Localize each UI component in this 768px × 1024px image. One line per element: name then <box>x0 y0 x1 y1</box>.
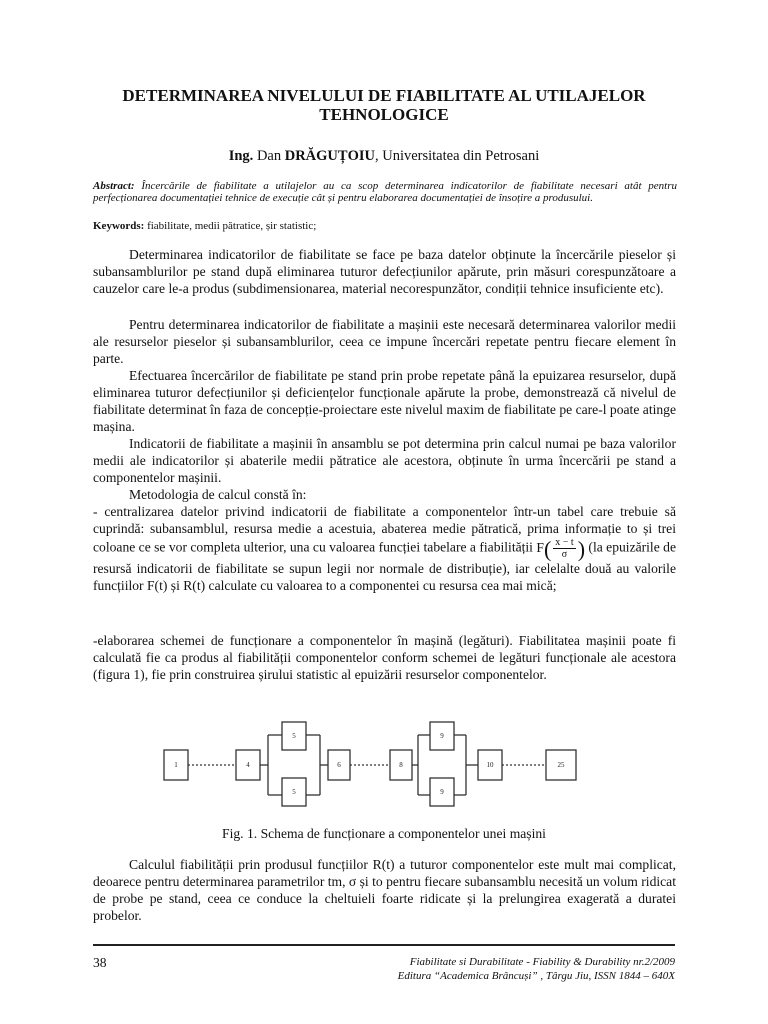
formula-numerator: x − t <box>555 537 574 548</box>
block-label: 8 <box>399 761 403 769</box>
paper-title: DETERMINAREA NIVELULUI DE FIABILITATE AL UTILAJELOR TEHNOLOGICE <box>122 86 646 124</box>
paragraph-6-part-b: (la epuizările de resursă indicatorii de fiabilitate se supun legii nor normale de distribuție), iar celelalte două au valorile funcțiilor F(t) și R(t) calculate cu valoarea to a componentei cu resursa cea mai mică; <box>93 539 676 593</box>
block-label: 5 <box>292 732 296 740</box>
paragraph-5: Metodologia de calcul constă în: <box>129 487 307 502</box>
formula-denominator: σ <box>561 549 568 560</box>
block-label: 4 <box>246 761 250 769</box>
figure-caption: Fig. 1. Schema de funcționare a componentelor unei mașini <box>222 826 546 841</box>
page-number: 38 <box>93 955 107 970</box>
formula <box>536 536 588 561</box>
author-prefix: Ing. <box>228 148 254 164</box>
formula-close-paren: ) <box>577 536 586 561</box>
block-label: 1 <box>174 761 178 769</box>
abstract <box>93 180 677 204</box>
paragraph-4: Indicatorii de fiabilitate a mașinii în ansamblu se pot determina prin calcul numai pe baza valorilor medii ale indicatorilor și abaterile medii pătratice ale acestora, obținute în urma încercării pe stand a componentelor mașinii. <box>93 436 676 485</box>
formula-function: F <box>536 539 544 555</box>
paragraph-6 <box>93 503 676 594</box>
author-line <box>80 148 688 165</box>
paragraph-3: Efectuarea încercărilor de fiabilitate pe stand prin probe repetate până la epuizarea resurselor, după eliminarea tuturor defecțiunilor și deficiențelor funcționale apărute la probe, demonstrează că nivelul de fiabilitate determinat în faza de concepție-proiectare este nivelul maxim de fiabilitate pe care-l poate atinge mașina. <box>93 368 676 434</box>
formula-open-paren: ( <box>543 536 552 561</box>
paragraph-1: Determinarea indicatorilor de fiabilitate se face pe baza datelor obținute la încercările pieselor și subansamblurilor pe stand după eliminarea tuturor defecțiunilor apărute, prin măsuri corespunzătoare a cauzelor care le-a produs (subdimensionarea, material necorespunzător, condiții tehnice insuficiente etc). <box>93 247 676 296</box>
paragraph-7: -elaborarea schemei de funcționare a componentelor în mașină (legături). Fiabilitatea mașinii poate fi calculată fie ca produs al fiabilității componentelor conform schemei de legături funcționale ale acestora (figura 1), fie prin construirea șirului statistic al epuizării resurselor componentelor. <box>93 633 676 682</box>
block-label: 25 <box>557 761 565 769</box>
block-label: 10 <box>486 761 494 769</box>
paragraph-6-part-a: - centralizarea datelor privind indicatorii de fiabilitate a componentelor într-un tabel care trebuie să cuprindă: subansamblul, resursa medie a acestuia, abaterea medie pătratică, prima informație to și trei coloane ce se vor completa ulterior, una cu valoarea funcției tabelare a fiabilității <box>93 504 676 555</box>
footer-journal-line: Fiabilitate si Durabilitate - Fiability & Durability nr.2/2009 <box>409 956 675 968</box>
footer-publisher-line: Editura “Academica Brâncuși” , Târgu Jiu, ISSN 1844 – 640X <box>397 970 675 982</box>
footer-rule <box>93 944 675 946</box>
block-label: 9 <box>440 788 444 796</box>
author-given-name: Dan <box>256 148 282 164</box>
block-label: 9 <box>440 732 444 740</box>
author-affiliation: , Universitatea din Petrosani <box>374 148 540 164</box>
block-label: 6 <box>337 761 341 769</box>
keywords <box>93 220 677 232</box>
paragraph-8: Calculul fiabilității prin produsul funcțiilor R(t) a tuturor componentelor este mult mai complicat, deoarece pentru determinarea parametrilor tm, σ și to pentru fiecare subansamblu necesită un volum ridicat de probe pe stand, ceea ce conduce la cheltuieli foarte ridicate și la prelungirea exagerată a duratei probelor. <box>93 857 676 923</box>
abstract-text: Încercările de fiabilitate a utilajelor au ca scop determinarea indicatorilor de fiabilitate necesari atât pentru perfecționarea documentației tehnice de execuție cât și pentru elaborarea documentației de însoțire a produsului. <box>93 180 677 204</box>
abstract-label: Abstract: <box>93 180 135 192</box>
keywords-text: fiabilitate, medii pătratice, șir statistic; <box>147 220 317 232</box>
author-surname: DRĂGUȚOIU <box>284 148 375 164</box>
keywords-label: Keywords: <box>93 220 145 232</box>
formula-fraction <box>553 537 575 560</box>
paragraph-2: Pentru determinarea indicatorilor de fiabilitate a mașinii este necesară determinarea valorilor medii ale resurselor pieselor și subansamblurilor, ceea ce impune încercări repetate pentru fiecare element în parte. <box>93 317 676 366</box>
journal-footer <box>398 955 675 983</box>
block-label: 5 <box>292 788 296 796</box>
figure-block-diagram <box>150 720 610 810</box>
